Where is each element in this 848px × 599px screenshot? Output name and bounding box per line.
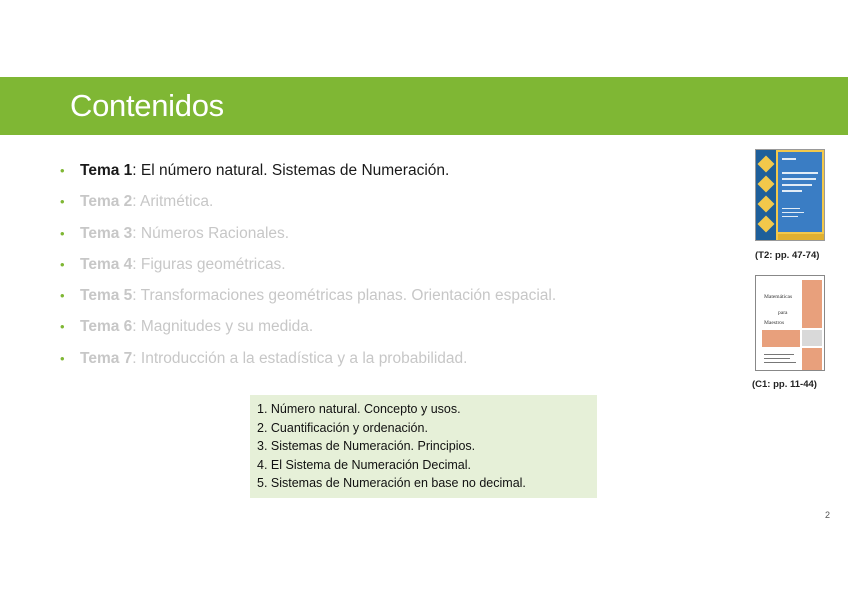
subtopic-item: 2. Cuantificación y ordenación. (257, 420, 428, 435)
topic-title: : Figuras geométricas. (132, 255, 286, 273)
slide-title: Contenidos (70, 88, 224, 123)
bullet-icon: • (60, 225, 65, 241)
topic-title: : Transformaciones geométricas planas. Orientación espacial. (132, 287, 557, 305)
topic-number: Tema 2 (80, 193, 133, 211)
book-1-caption: (T2: pp. 47-74) (755, 250, 820, 261)
bullet-icon: • (60, 194, 65, 210)
topic-title: : Magnitudes y su medida. (132, 318, 314, 336)
topic-title: : Aritmética. (132, 193, 214, 211)
topic-title: : El número natural. Sistemas de Numeración. (132, 162, 450, 179)
bullet-icon: • (60, 256, 65, 272)
bullet-icon: • (60, 288, 65, 304)
topic-title: : Números Racionales. (132, 224, 290, 242)
page-number: 2 (825, 510, 831, 520)
subtopics-box (250, 395, 597, 498)
topic-number: Tema 7 (80, 349, 133, 367)
subtopic-item: 5. Sistemas de Numeración en base no decimal. (257, 476, 526, 490)
topic-title: : Introducción a la estadística y a la probabilidad. (132, 349, 468, 367)
subtopic-item: 3. Sistemas de Numeración. Principios. (257, 439, 476, 453)
bullet-icon: • (60, 319, 65, 335)
book-2-caption: (C1: pp. 11-44) (752, 379, 817, 390)
subtopic-item: 4. El Sistema de Numeración Decimal. (257, 457, 471, 472)
book-cover-1-icon (755, 149, 825, 241)
title-bar (0, 77, 848, 135)
book-cover-2-icon: Matemáticas para Maestros (755, 275, 825, 371)
topic-number: Tema 4 (80, 255, 133, 273)
subtopic-item: 1. Número natural. Concepto y usos. (257, 402, 461, 416)
bullet-icon: • (60, 163, 65, 178)
topic-number: Tema 5 (80, 287, 133, 305)
topic-number: Tema 6 (80, 318, 133, 336)
topic-number: Tema 3 (80, 224, 133, 242)
topic-number: Tema 1 (80, 162, 133, 179)
bullet-icon: • (60, 350, 65, 366)
